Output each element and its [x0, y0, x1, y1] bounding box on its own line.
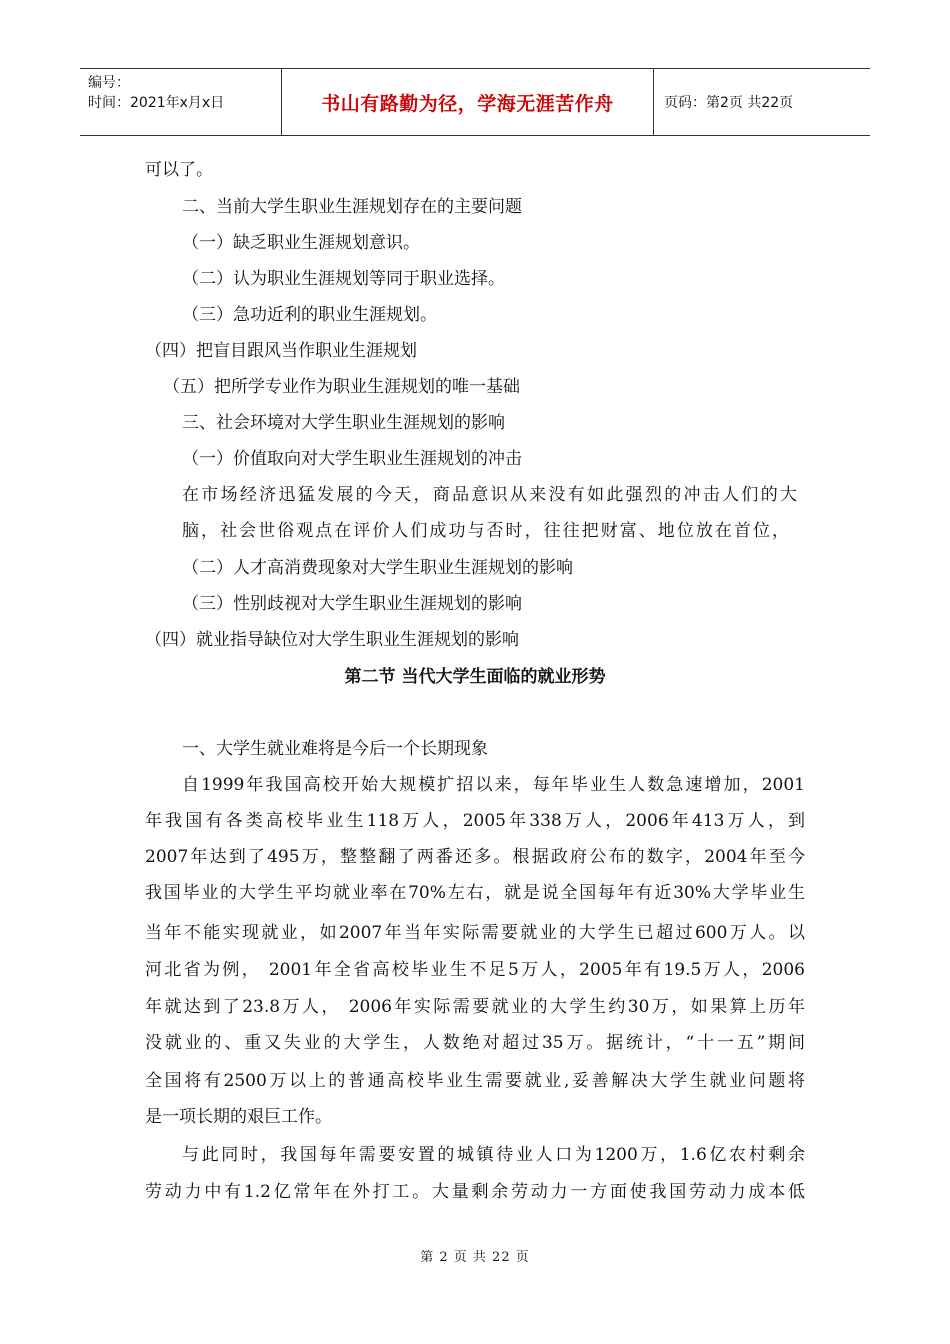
paragraph-line: 我国毕业的大学生平均就业率在70%左右，就是说全国每年有近30%大学毕业生 — [145, 883, 805, 903]
paragraph-line: 是一项长期的艰巨工作。 — [145, 1107, 332, 1127]
header-motto: 书山有路勤为径，学海无涯苦作舟 — [282, 69, 654, 135]
paragraph-line: 当年不能实现就业，如2007年当年实际需要就业的大学生已超过600万人。以 — [145, 923, 805, 943]
subheading: 一、大学生就业难将是今后一个长期现象 — [182, 739, 488, 759]
paragraph-line: 自1999年我国高校开始大规模扩招以来，每年毕业生人数急速增加，2001 — [182, 775, 805, 795]
paragraph-line: 年我国有各类高校毕业生118万人，2005年338万人，2006年413万人，到 — [145, 811, 805, 831]
body-line: （五）把所学专业作为职业生涯规划的唯一基础 — [163, 377, 520, 397]
body-line: 在市场经济迅猛发展的今天，商品意识从来没有如此强烈的冲击人们的大 — [182, 485, 797, 505]
paragraph-line: 劳动力中有1.2亿常年在外打工。大量剩余劳动力一方面使我国劳动力成本低 — [145, 1182, 805, 1202]
section-title: 第二节 当代大学生面临的就业形势 — [344, 667, 606, 687]
body-line: （二）认为职业生涯规划等同于职业选择。 — [182, 269, 505, 289]
paragraph-line: 2007年达到了495万，整整翻了两番还多。根据政府公布的数字，2004年至今 — [145, 847, 805, 867]
page-footer: 第 2 页 共 22 页 — [420, 1250, 530, 1265]
paragraph-line: 河北省为例， 2001年全省高校毕业生不足5万人，2005年有19.5万人，2006 — [145, 960, 805, 980]
header-number-label: 编号： — [88, 75, 130, 91]
header-info-cell — [80, 69, 282, 135]
body-line: （四）就业指导缺位对大学生职业生涯规划的影响 — [145, 630, 519, 650]
paragraph-line: 全国将有2500万以上的普通高校毕业生需要就业,妥善解决大学生就业问题将 — [145, 1071, 805, 1091]
body-line: 脑，社会世俗观点在评价人们成功与否时，往往把财富、地位放在首位， — [182, 521, 789, 541]
paragraph-line: 与此同时，我国每年需要安置的城镇待业人口为1200万，1.6亿农村剩余 — [182, 1145, 805, 1165]
paragraph-line: 没就业的、重又失业的大学生，人数绝对超过35万。据统计，“十一五”期间 — [145, 1033, 805, 1053]
header-time-label: 时间：2021年x月x日 — [88, 95, 225, 111]
paragraph-line: 年就达到了23.8万人， 2006年实际需要就业的大学生约30万，如果算上历年 — [145, 997, 805, 1017]
body-line: （四）把盲目跟风当作职业生涯规划 — [145, 341, 417, 361]
body-line: （一）缺乏职业生涯规划意识。 — [182, 233, 420, 253]
section-heading: 三、社会环境对大学生职业生涯规划的影响 — [182, 413, 505, 433]
body-line: 可以了。 — [145, 160, 213, 180]
page-header — [80, 68, 870, 136]
body-line: （一）价值取向对大学生职业生涯规划的冲击 — [182, 449, 522, 469]
body-line: （三）急功近利的职业生涯规划。 — [182, 305, 437, 325]
section-heading: 二、当前大学生职业生涯规划存在的主要问题 — [182, 197, 522, 217]
body-line: （三）性别歧视对大学生职业生涯规划的影响 — [182, 594, 522, 614]
header-page-code: 页码：第2页 共22页 — [664, 95, 794, 111]
body-line: （二）人才高消费现象对大学生职业生涯规划的影响 — [182, 558, 573, 578]
